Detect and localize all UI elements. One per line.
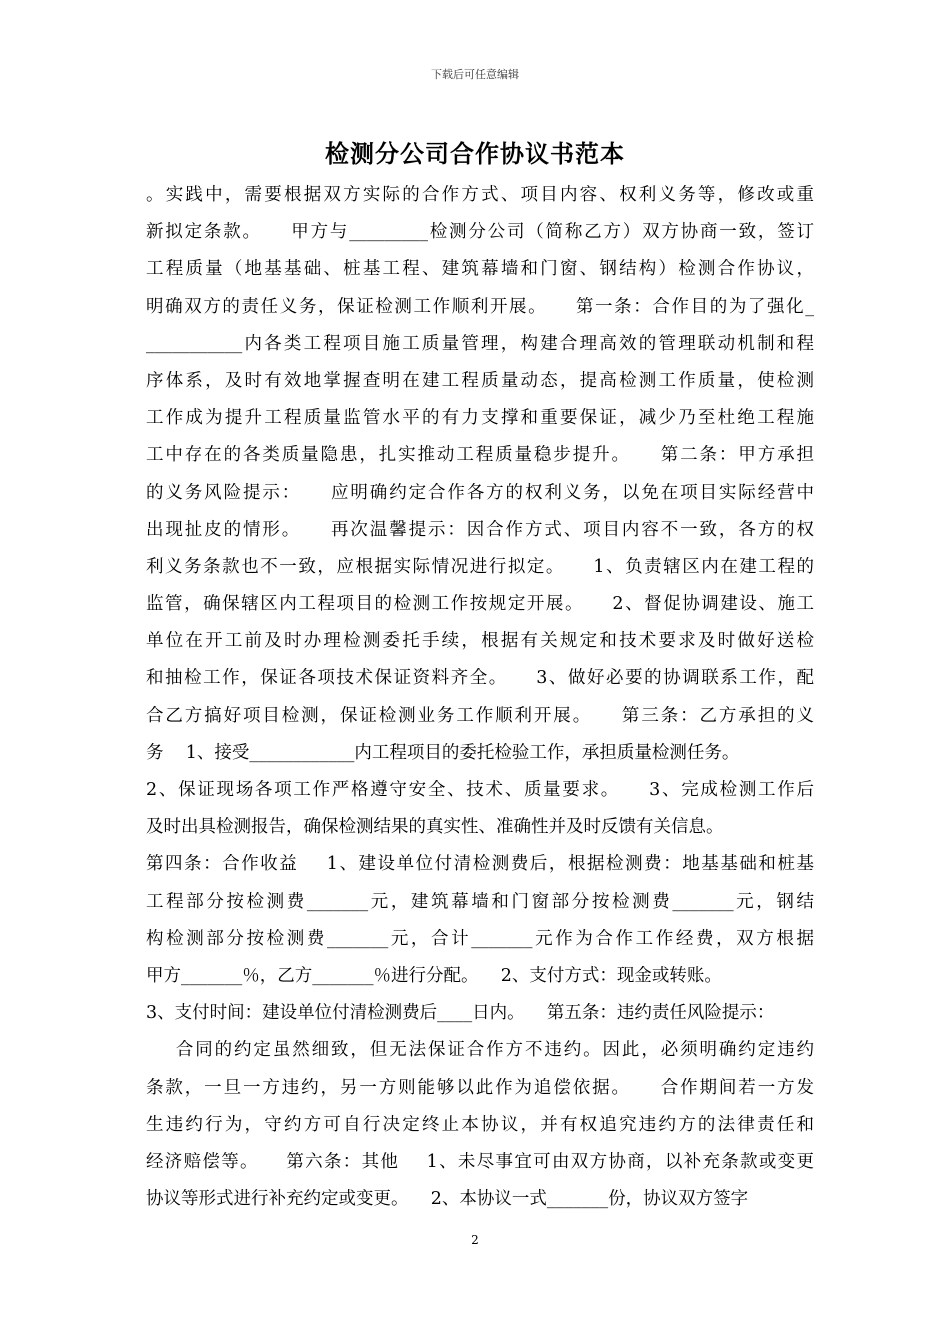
body-line: 和抽检工作，保证各项技术保证资料齐全。 3、做好必要的协调联系工作，配 <box>146 668 814 689</box>
body-line: 2、保证现场各项工作严格遵守安全、技术、质量要求。 3、完成检测工作后 <box>146 780 814 800</box>
body-line: 。实践中，需要根据双方实际的合作方式、项目内容、权利义务等，修改或重 <box>146 185 814 205</box>
body-line: 条款，一旦一方违约，另一方则能够以此作为追偿依据。 合作期间若一方发 <box>146 1077 814 1098</box>
page-number: 2 <box>471 1233 479 1247</box>
body-line: 构检测部分按检测费_______元，合计_______元作为合作工作经费，双方根据 <box>146 928 814 949</box>
body-line: 单位在开工前及时办理检测委托手续，根据有关规定和技术要求及时做好送检 <box>146 631 814 652</box>
document-body <box>146 177 814 1218</box>
body-line: 3、支付时间：建设单位付清检测费后____日内。 第五条：违约责任风险提示： <box>146 1003 775 1024</box>
body-line: 生违约行为，守约方可自行决定终止本协议，并有权追究违约方的法律责任和 <box>146 1114 814 1135</box>
body-line: 工程质量（地基基础、桩基工程、建筑幕墙和门窗、钢结构）检测合作协议， <box>146 259 814 280</box>
body-line: 及时出具检测报告，确保检测结果的真实性、准确性并及时反馈有关信息。 <box>146 817 724 838</box>
body-line: 新拟定条款。 甲方与_________检测分公司（简称乙方）双方协商一致，签订 <box>146 222 814 243</box>
header-note: 下载后可任意编辑 <box>431 68 519 81</box>
body-line: 甲方_______％，乙方_______％进行分配。 2、支付方式：现金或转账。 <box>146 965 722 986</box>
body-line: 序体系，及时有效地掌握查明在建工程质量动态，提高检测工作质量，使检测 <box>146 370 814 391</box>
body-line: 利义务条款也不一致，应根据实际情况进行拟定。 1、负责辖区内在建工程的 <box>146 556 814 577</box>
body-line: 监管，确保辖区内工程项目的检测工作按规定开展。 2、督促协调建设、施工 <box>146 594 814 615</box>
body-line: 经济赔偿等。 第六条：其他 1、未尽事宜可由双方协商，以补充条款或变更 <box>146 1151 814 1172</box>
body-line: 合同的约定虽然细致，但无法保证合作方不违约。因此，必须明确约定违约 <box>146 1040 814 1061</box>
body-line: 出现扯皮的情形。 再次温馨提示：因合作方式、项目内容不一致，各方的权 <box>146 519 814 540</box>
body-line: 工作成为提升工程质量监管水平的有力支撑和重要保证，减少乃至杜绝工程施 <box>146 408 814 429</box>
body-line: 务 1、接受____________内工程项目的委托检验工作，承担质量检测任务。 <box>146 742 740 763</box>
body-line: 协议等形式进行补充约定或变更。 2、本协议一式_______份，协议双方签字 <box>146 1189 749 1210</box>
body-line: 合乙方搞好项目检测，保证检测业务工作顺利开展。 第三条：乙方承担的义 <box>146 705 814 726</box>
body-line: ___________内各类工程项目施工质量管理，构建合理高效的管理联动机制和程 <box>146 333 814 354</box>
body-line: 工程部分按检测费_______元，建筑幕墙和门窗部分按检测费_______元，钢结 <box>146 891 814 912</box>
body-line: 的义务风险提示： 应明确约定合作各方的权利义务，以免在项目实际经营中 <box>146 482 814 503</box>
body-line: 第四条：合作收益 1、建设单位付清检测费后，根据检测费：地基基础和桩基 <box>146 854 814 875</box>
body-line: 工中存在的各类质量隐患，扎实推动工程质量稳步提升。 第二条：甲方承担 <box>146 445 814 466</box>
document-title: 检测分公司合作协议书范本 <box>325 139 625 168</box>
body-line: 明确双方的责任义务，保证检测工作顺利开展。 第一条：合作目的为了强化_ <box>146 296 814 317</box>
